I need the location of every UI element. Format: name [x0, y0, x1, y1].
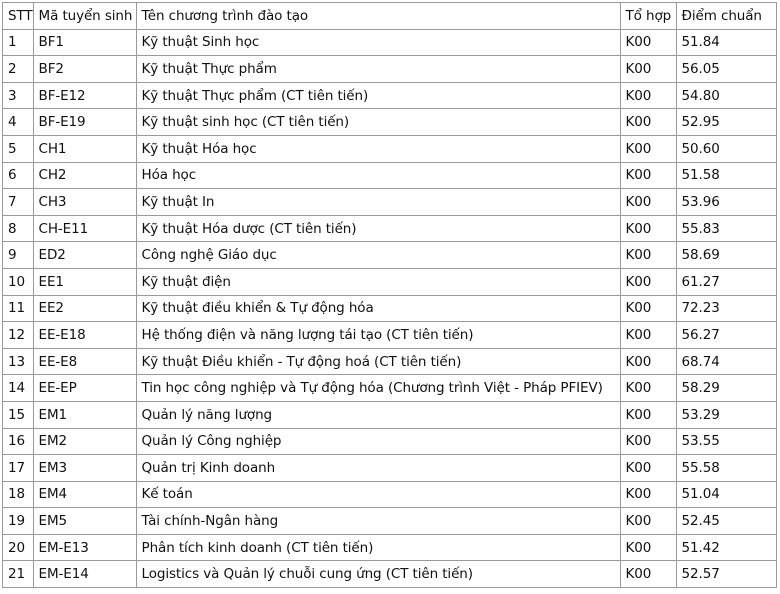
- cell-code: EE2: [33, 295, 136, 322]
- cell-score: 56.27: [676, 322, 776, 349]
- cell-stt: 7: [3, 189, 34, 216]
- cell-stt: 6: [3, 162, 34, 189]
- cell-score: 51.84: [676, 29, 776, 56]
- cell-code: BF1: [33, 29, 136, 56]
- cell-code: EM-E13: [33, 534, 136, 561]
- cell-score: 52.45: [676, 508, 776, 535]
- table-row: [3, 401, 777, 428]
- cell-combination: K00: [620, 375, 676, 402]
- cell-stt: 18: [3, 481, 34, 508]
- cell-combination: K00: [620, 109, 676, 136]
- cell-stt: 16: [3, 428, 34, 455]
- header-program-name: Tên chương trình đào tạo: [136, 3, 620, 30]
- table-row: [3, 135, 777, 162]
- cell-score: 50.60: [676, 135, 776, 162]
- cell-combination: K00: [620, 82, 676, 109]
- cell-program-name: Logistics và Quản lý chuỗi cung ứng (CT tiên tiến): [136, 561, 620, 588]
- table-body: [3, 29, 777, 587]
- cell-score: 53.96: [676, 189, 776, 216]
- table-row: [3, 109, 777, 136]
- cell-code: EM2: [33, 428, 136, 455]
- cell-program-name: Hóa học: [136, 162, 620, 189]
- cell-code: EM5: [33, 508, 136, 535]
- table-header-row: [3, 3, 777, 30]
- cell-program-name: Quản lý năng lượng: [136, 401, 620, 428]
- cell-combination: K00: [620, 455, 676, 482]
- cell-stt: 21: [3, 561, 34, 588]
- header-combination: Tổ hợp: [620, 3, 676, 30]
- cell-code: EE-EP: [33, 375, 136, 402]
- cell-combination: K00: [620, 348, 676, 375]
- table-row: [3, 481, 777, 508]
- cell-score: 56.05: [676, 56, 776, 83]
- cell-combination: K00: [620, 162, 676, 189]
- cell-stt: 8: [3, 215, 34, 242]
- cell-stt: 19: [3, 508, 34, 535]
- cell-score: 61.27: [676, 268, 776, 295]
- cell-code: EE-E8: [33, 348, 136, 375]
- cell-combination: K00: [620, 534, 676, 561]
- cell-stt: 2: [3, 56, 34, 83]
- table-row: [3, 428, 777, 455]
- table-row: [3, 56, 777, 83]
- cell-score: 53.29: [676, 401, 776, 428]
- cell-stt: 5: [3, 135, 34, 162]
- cell-code: EM3: [33, 455, 136, 482]
- cell-combination: K00: [620, 242, 676, 269]
- table-row: [3, 508, 777, 535]
- cell-program-name: Kỹ thuật điều khiển & Tự động hóa: [136, 295, 620, 322]
- cell-score: 72.23: [676, 295, 776, 322]
- cell-score: 68.74: [676, 348, 776, 375]
- cell-program-name: Hệ thống điện và năng lượng tái tạo (CT tiên tiến): [136, 322, 620, 349]
- table-row: [3, 268, 777, 295]
- cell-program-name: Kỹ thuật Thực phẩm: [136, 56, 620, 83]
- cell-code: EM4: [33, 481, 136, 508]
- cell-score: 55.83: [676, 215, 776, 242]
- table-row: [3, 82, 777, 109]
- table-row: [3, 348, 777, 375]
- table-row: [3, 295, 777, 322]
- cell-score: 54.80: [676, 82, 776, 109]
- cell-program-name: Kỹ thuật điện: [136, 268, 620, 295]
- cell-program-name: Quản lý Công nghiệp: [136, 428, 620, 455]
- cell-code: CH3: [33, 189, 136, 216]
- cell-combination: K00: [620, 295, 676, 322]
- cell-program-name: Kỹ thuật Hóa học: [136, 135, 620, 162]
- table-row: [3, 534, 777, 561]
- table-row: [3, 215, 777, 242]
- header-stt: STT: [3, 3, 34, 30]
- cell-score: 51.58: [676, 162, 776, 189]
- cell-combination: K00: [620, 135, 676, 162]
- header-code: Mã tuyển sinh: [33, 3, 136, 30]
- cell-stt: 14: [3, 375, 34, 402]
- cell-code: EE-E18: [33, 322, 136, 349]
- cell-score: 55.58: [676, 455, 776, 482]
- cell-program-name: Phân tích kinh doanh (CT tiên tiến): [136, 534, 620, 561]
- cell-stt: 12: [3, 322, 34, 349]
- table-row: [3, 561, 777, 588]
- cell-combination: K00: [620, 508, 676, 535]
- cell-code: CH-E11: [33, 215, 136, 242]
- cell-stt: 4: [3, 109, 34, 136]
- cell-code: BF2: [33, 56, 136, 83]
- cell-code: EM-E14: [33, 561, 136, 588]
- cell-code: BF-E12: [33, 82, 136, 109]
- cell-program-name: Kỹ thuật sinh học (CT tiên tiến): [136, 109, 620, 136]
- cell-code: CH1: [33, 135, 136, 162]
- cell-score: 58.69: [676, 242, 776, 269]
- cell-score: 52.95: [676, 109, 776, 136]
- cell-combination: K00: [620, 268, 676, 295]
- table-row: [3, 242, 777, 269]
- cell-stt: 9: [3, 242, 34, 269]
- cell-program-name: Kế toán: [136, 481, 620, 508]
- table-row: [3, 189, 777, 216]
- cell-program-name: Kỹ thuật Điều khiển - Tự động hoá (CT tiên tiến): [136, 348, 620, 375]
- cell-score: 53.55: [676, 428, 776, 455]
- cell-combination: K00: [620, 481, 676, 508]
- cell-combination: K00: [620, 189, 676, 216]
- cell-stt: 17: [3, 455, 34, 482]
- cell-score: 51.42: [676, 534, 776, 561]
- cell-combination: K00: [620, 56, 676, 83]
- table-row: [3, 29, 777, 56]
- cell-code: EM1: [33, 401, 136, 428]
- cell-program-name: Kỹ thuật In: [136, 189, 620, 216]
- cell-combination: K00: [620, 29, 676, 56]
- admission-score-table: [2, 2, 777, 588]
- cell-combination: K00: [620, 322, 676, 349]
- cell-combination: K00: [620, 561, 676, 588]
- cell-stt: 11: [3, 295, 34, 322]
- table-row: [3, 322, 777, 349]
- cell-score: 52.57: [676, 561, 776, 588]
- cell-stt: 15: [3, 401, 34, 428]
- cell-code: BF-E19: [33, 109, 136, 136]
- table-row: [3, 455, 777, 482]
- cell-program-name: Kỹ thuật Sinh học: [136, 29, 620, 56]
- cell-program-name: Tài chính-Ngân hàng: [136, 508, 620, 535]
- cell-score: 58.29: [676, 375, 776, 402]
- cell-combination: K00: [620, 428, 676, 455]
- cell-stt: 13: [3, 348, 34, 375]
- cell-program-name: Kỹ thuật Hóa dược (CT tiên tiến): [136, 215, 620, 242]
- cell-code: EE1: [33, 268, 136, 295]
- cell-combination: K00: [620, 401, 676, 428]
- cell-stt: 20: [3, 534, 34, 561]
- cell-program-name: Kỹ thuật Thực phẩm (CT tiên tiến): [136, 82, 620, 109]
- cell-program-name: Công nghệ Giáo dục: [136, 242, 620, 269]
- cell-stt: 10: [3, 268, 34, 295]
- header-score: Điểm chuẩn: [676, 3, 776, 30]
- cell-program-name: Quản trị Kinh doanh: [136, 455, 620, 482]
- cell-stt: 1: [3, 29, 34, 56]
- cell-stt: 3: [3, 82, 34, 109]
- cell-program-name: Tin học công nghiệp và Tự động hóa (Chương trình Việt - Pháp PFIEV): [136, 375, 620, 402]
- cell-code: ED2: [33, 242, 136, 269]
- cell-combination: K00: [620, 215, 676, 242]
- cell-code: CH2: [33, 162, 136, 189]
- table-row: [3, 162, 777, 189]
- cell-score: 51.04: [676, 481, 776, 508]
- table-row: [3, 375, 777, 402]
